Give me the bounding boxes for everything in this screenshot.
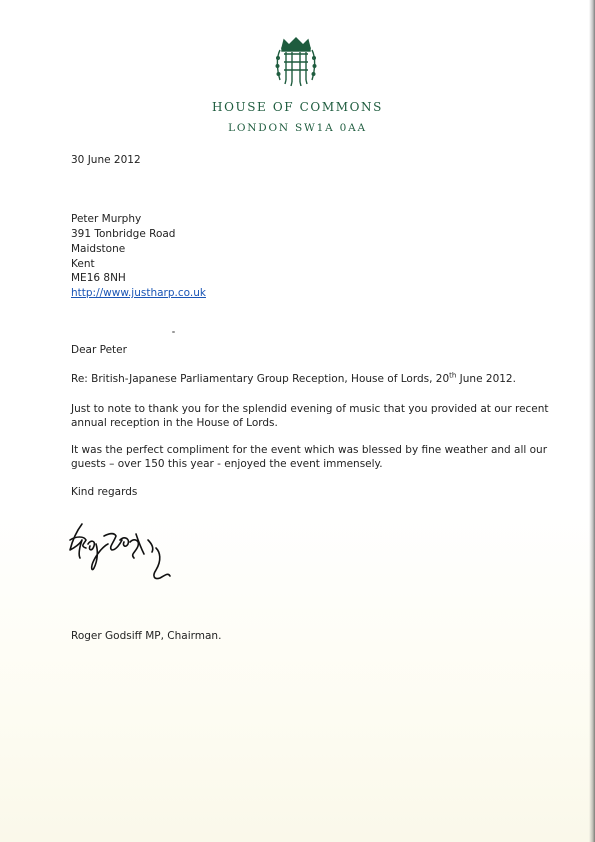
portcullis-crest-icon	[274, 36, 318, 88]
signatory: Roger Godsiff MP, Chairman.	[71, 630, 222, 642]
letterhead-address: LONDON SW1A 0AA	[228, 122, 367, 134]
body-paragraph-2-line-1: It was the perfect compliment for the event which was blessed by fine weather and all our	[71, 444, 548, 456]
subject-line	[71, 372, 516, 387]
letter-date: 30 June 2012	[71, 154, 141, 166]
recipient-town: Maidstone	[71, 243, 126, 255]
closing: Kind regards	[71, 486, 138, 498]
handwritten-signature	[64, 514, 182, 584]
subject-superscript: th	[449, 371, 457, 380]
body-paragraph-1-line-1: Just to note to thank you for the splendid evening of music that you provided at our recent	[71, 403, 549, 415]
recipient-county: Kent	[71, 258, 95, 270]
body-paragraph-2-line-2: guests – over 150 this year - enjoyed the event immensely.	[71, 458, 383, 470]
recipient-street: 391 Tonbridge Road	[71, 228, 176, 240]
body-paragraph-1-line-2: annual reception in the House of Lords.	[71, 417, 278, 429]
scan-speck	[172, 331, 175, 333]
recipient-postcode: ME16 8NH	[71, 272, 126, 284]
recipient-website-link[interactable]: http://www.justharp.co.uk	[71, 287, 206, 299]
letterhead-name: HOUSE OF COMMONS	[212, 100, 383, 114]
recipient-name: Peter Murphy	[71, 213, 142, 225]
scan-edge-shadow	[589, 0, 595, 842]
salutation: Dear Peter	[71, 344, 127, 356]
subject-suffix: June 2012.	[456, 373, 516, 385]
subject-prefix: Re: British-Japanese Parliamentary Group Reception, House of Lords, 20	[71, 373, 450, 385]
